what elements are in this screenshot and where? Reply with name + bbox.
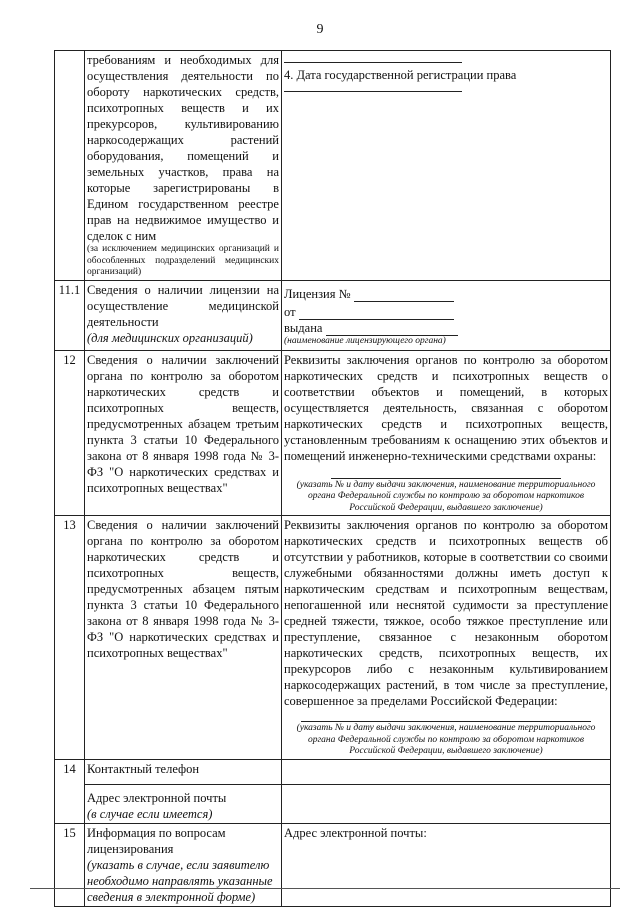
row-12-right-text: Реквизиты заключения органов по контролю за оборотом наркотических средств и психотропных веществ о соответствии объектов и помещений, в которых осуществляется деятельность, связанная с оборотом наркотических средств и психотропных веществ, установленным требованиям к оснащению этих объектов и помещений инженерно-техническими средствами охраны: <box>284 352 608 463</box>
fill-line[interactable] <box>301 721 591 722</box>
row-11-1-right-cell <box>282 280 611 350</box>
medical-license-label: Сведения о наличии лицензии на осуществление медицинской деятельности <box>87 282 279 329</box>
state-registration-date-label: 4. Дата государственной регистрации права <box>284 68 517 82</box>
table-row-continuation <box>55 51 611 281</box>
row-14-left-cell <box>85 759 282 823</box>
licensing-info-note: (указать в случае, если заявителю необходимо направлять указанные сведения в электронной форме) <box>87 857 273 904</box>
row-13-right-cell <box>282 516 611 760</box>
row-cont-left-cell <box>85 51 282 281</box>
table-row-14 <box>55 759 611 823</box>
table-row-11-1 <box>55 280 611 350</box>
fill-line <box>284 62 462 63</box>
contact-phone-label: Контактный телефон <box>87 761 200 776</box>
row-number: 14 <box>55 759 85 823</box>
row-15-left-cell <box>85 823 282 906</box>
row-12-left-text: Сведения о наличии заключений органа по контролю за оборотом наркотических средств и психотропных веществ, предусмотренных абзацем третьим пункта 3 статьи 10 Федерального закона от 8 января 1998 года № 3-ФЗ "О наркотических средствах и психотропных веществах" <box>87 352 279 495</box>
fill-line[interactable] <box>331 478 561 479</box>
row-14-right-cell <box>282 759 611 823</box>
row-number-cell <box>55 51 85 281</box>
row-number: 13 <box>55 516 85 760</box>
email-note: (в случае если имеется) <box>87 806 213 821</box>
table-row-13 <box>55 516 611 760</box>
table-row-12 <box>55 350 611 516</box>
license-number-label: Лицензия № <box>284 286 351 301</box>
row-cont-left-note: (за исключением медицинских организаций и обособленных подразделений медицинских организаций) <box>87 244 279 277</box>
row-cont-left-text: требованиям и необходимых для осуществления деятельности по обороту наркотических средств, психотропных веществ и их прекурсоров, культивированию наркосодержащих растений оборудования, помещений и земельных участков, права на которые зарегистрированы в Едином государственном реестре прав на недвижимое имущество и сделок с ним <box>87 53 279 243</box>
license-issued-label: выдана <box>284 320 323 335</box>
row-11-1-left-cell <box>85 280 282 350</box>
row-12-right-cell <box>282 350 611 516</box>
application-form-table <box>54 50 611 907</box>
row-13-left-text: Сведения о наличии заключений органа по контролю за оборотом наркотических средств и психотропных веществ, предусмотренных абзацем пятым пункта 3 статьи 10 Федерального закона от 8 января 1998 года № 3-ФЗ "О наркотических средствах и психотропных веществах" <box>87 518 279 660</box>
contact-phone-field[interactable] <box>282 760 610 784</box>
row-15-right-cell <box>282 823 611 906</box>
licensing-info-label: Информация по вопросам лицензирования <box>87 825 226 856</box>
licensing-email-label: Адрес электронной почты: <box>284 825 427 840</box>
license-issuer-note: (наименование лицензирующего органа) <box>284 335 446 346</box>
table-row-15 <box>55 823 611 906</box>
page-bottom-rule <box>30 888 620 889</box>
email-label: Адрес электронной почты <box>87 790 227 805</box>
email-field[interactable] <box>282 784 610 821</box>
row-13-left-cell <box>85 516 282 760</box>
row-12-left-cell <box>85 350 282 516</box>
medical-organizations-note: (для медицинских организаций) <box>87 330 253 345</box>
license-number-field[interactable] <box>354 301 454 302</box>
row-number: 11.1 <box>55 280 85 350</box>
page-number: 9 <box>316 22 324 37</box>
row-number: 12 <box>55 350 85 516</box>
row-12-note: (указать № и дату выдачи заключения, наименование территориального органа Федеральной службы по контролю за оборотом наркотиков Российской Федерации, выдавшего заключение) <box>296 479 596 513</box>
row-number: 15 <box>55 823 85 906</box>
fill-line <box>284 91 462 92</box>
row-13-note: (указать № и дату выдачи заключения, наименование территориального органа Федеральной службы по контролю за оборотом наркотиков Российской Федерации, выдавшего заключение) <box>296 723 596 756</box>
license-from-label: от <box>284 304 296 319</box>
row-cont-right-cell <box>282 51 611 281</box>
row-13-right-text: Реквизиты заключения органов по контролю за оборотом наркотических средств и психотропных веществ об отсутствии у работников, которые в соответствии со своими служебными обязанностями должны иметь доступ к наркотическим средствам и психотропным веществам, непогашенной или неснятой судимости за преступление средней тяжести, тяжкое, особо тяжкое преступление или преступление, связанное с незаконным оборотом наркотических средств, психотропных веществ, их прекурсоров либо с незаконным культивированием наркосодержащих растений, в том числе за преступление, совершенное за пределами Российской Федерации: <box>284 518 608 708</box>
